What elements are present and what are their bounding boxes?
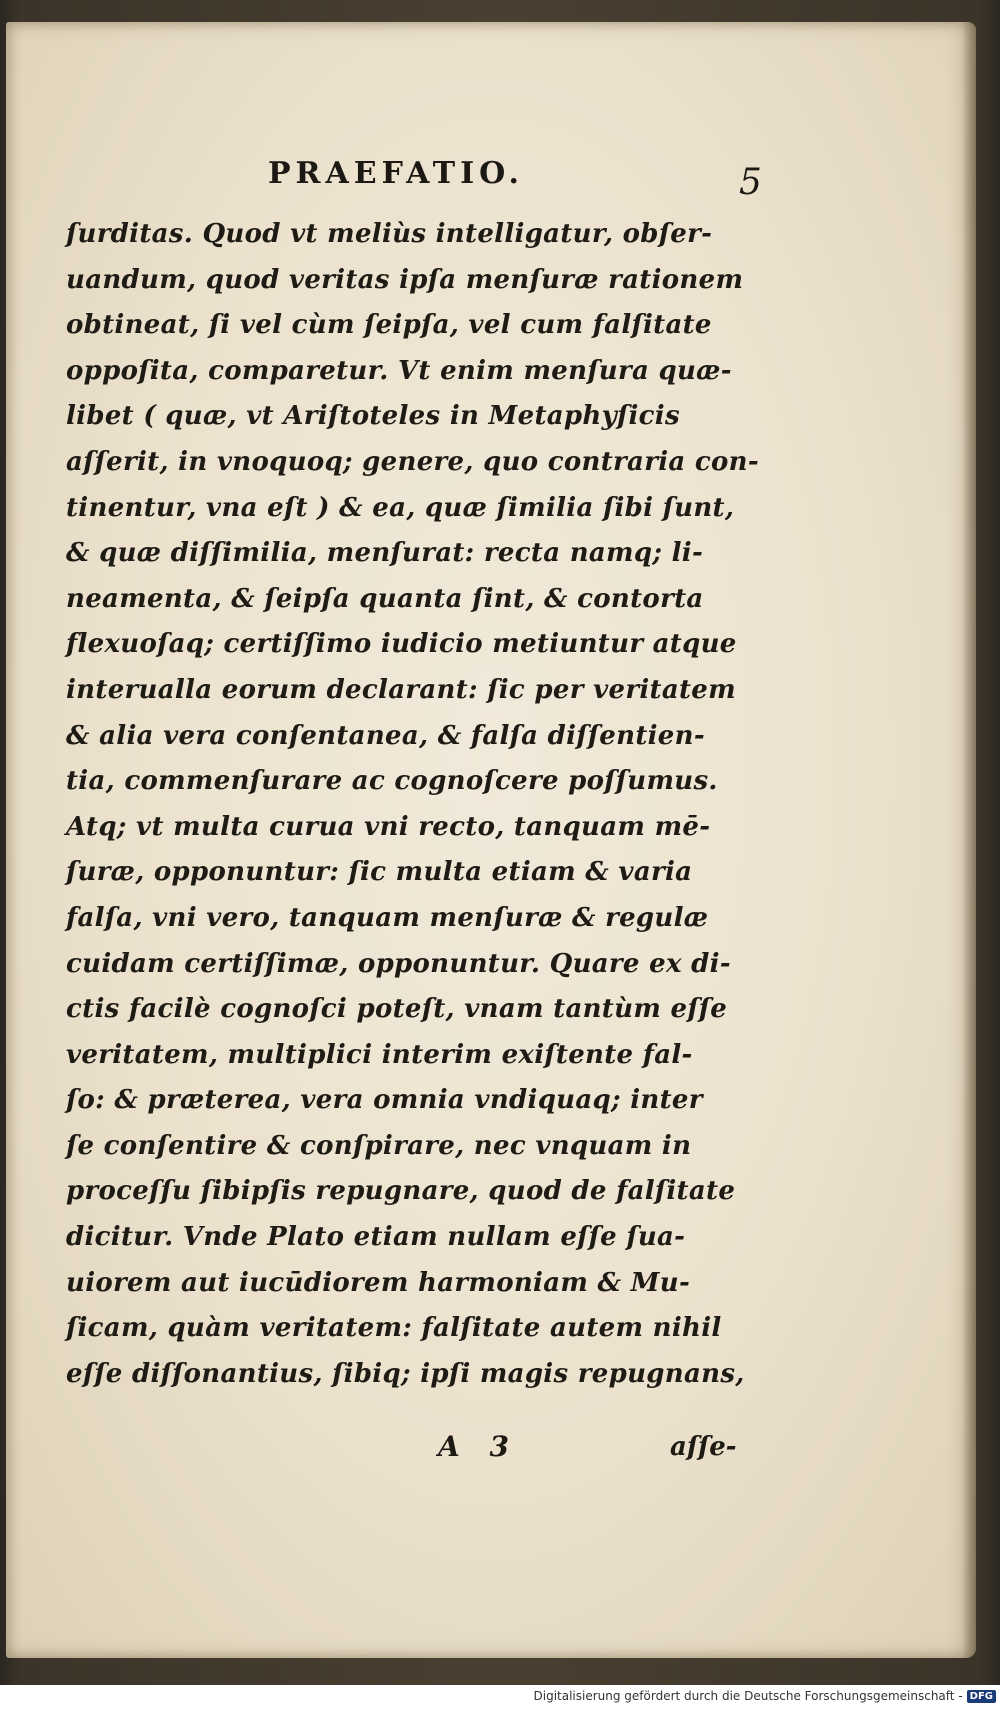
page-number: 5	[739, 162, 762, 203]
text-line: neamenta, & ſeipſa quanta ſint, & contorta	[66, 583, 704, 614]
page-edge-shadow	[962, 22, 976, 1658]
text-line: Atq; vt multa curua vni recto, tanquam mē-	[66, 811, 711, 842]
text-line: ſicam, quàm veritatem: falſitate autem nihil	[66, 1313, 722, 1344]
text-line: ſurditas. Quod vt meliùs intelligatur, obſer-	[66, 219, 713, 249]
text-line: tia, commenſurare ac cognoſcere poſſumus.	[66, 766, 718, 797]
text-line: obtineat, ſi vel cùm ſeipſa, vel cum falſitate	[66, 310, 712, 341]
credit-text: Digitalisierung gefördert durch die Deutsche Forschungsgemeinschaft -	[533, 1689, 963, 1703]
text-line: proceſſu ſibipſis repugnare, quod de falſitate	[66, 1176, 736, 1207]
text-line: aſſerit, in vnoquoq; genere, quo contraria con-	[66, 446, 759, 477]
running-title: PRAEFATIO.	[268, 156, 524, 191]
text-line: & quæ diſſimilia, menſurat: recta namq; li-	[66, 538, 704, 569]
text-line: ſe conſentire & conſpirare, nec vnquam in	[66, 1130, 692, 1161]
text-line: veritatem, multiplici interim exiſtente fal-	[66, 1039, 693, 1070]
text-line: ſo: & præterea, vera omnia vndiquaq; inter	[66, 1085, 703, 1116]
text-line: eſſe diſſonantius, ſibiq; ipſi magis repugnans,	[66, 1358, 745, 1389]
text-line: uiorem aut iucūdiorem harmoniam & Mu-	[66, 1267, 691, 1298]
text-line: uandum, quod veritas ipſa menſuræ rationem	[66, 264, 744, 295]
running-head	[6, 150, 976, 203]
text-line: libet ( quæ, vt Ariſtoteles in Metaphyſicis	[66, 401, 680, 432]
book-page	[6, 22, 976, 1658]
text-line: ctis facilè cognoſci poteſt, vnam tantùm eſſe	[66, 994, 728, 1025]
text-line: oppoſita, comparetur. Vt enim menſura quæ-	[66, 355, 732, 386]
text-line: flexuoſaq; certiſſimo iudicio metiuntur atque	[66, 629, 737, 660]
catchword: aſſe-	[670, 1432, 737, 1462]
text-line: interualla eorum declarant: ſic per veritatem	[66, 674, 736, 705]
digitization-credit	[534, 1689, 997, 1703]
text-line: ſuræ, opponuntur: ſic multa etiam & varia	[66, 857, 693, 888]
signature-mark: A 3	[438, 1430, 519, 1463]
text-block	[66, 212, 766, 1397]
text-line: cuidam certiſſimæ, opponuntur. Quare ex di-	[66, 948, 731, 979]
text-line: dicitur. Vnde Plato etiam nullam eſſe ſua-	[66, 1222, 686, 1253]
text-line: & alia vera conſentanea, & falſa diſſentien-	[66, 720, 705, 751]
catchline	[66, 1424, 766, 1470]
text-line: falſa, vni vero, tanquam menſuræ & regulæ	[66, 902, 709, 933]
text-line: tinentur, vna eſt ) & ea, quæ ſimilia ſibi ſunt,	[66, 492, 735, 523]
dfg-logo: DFG	[967, 1690, 996, 1703]
